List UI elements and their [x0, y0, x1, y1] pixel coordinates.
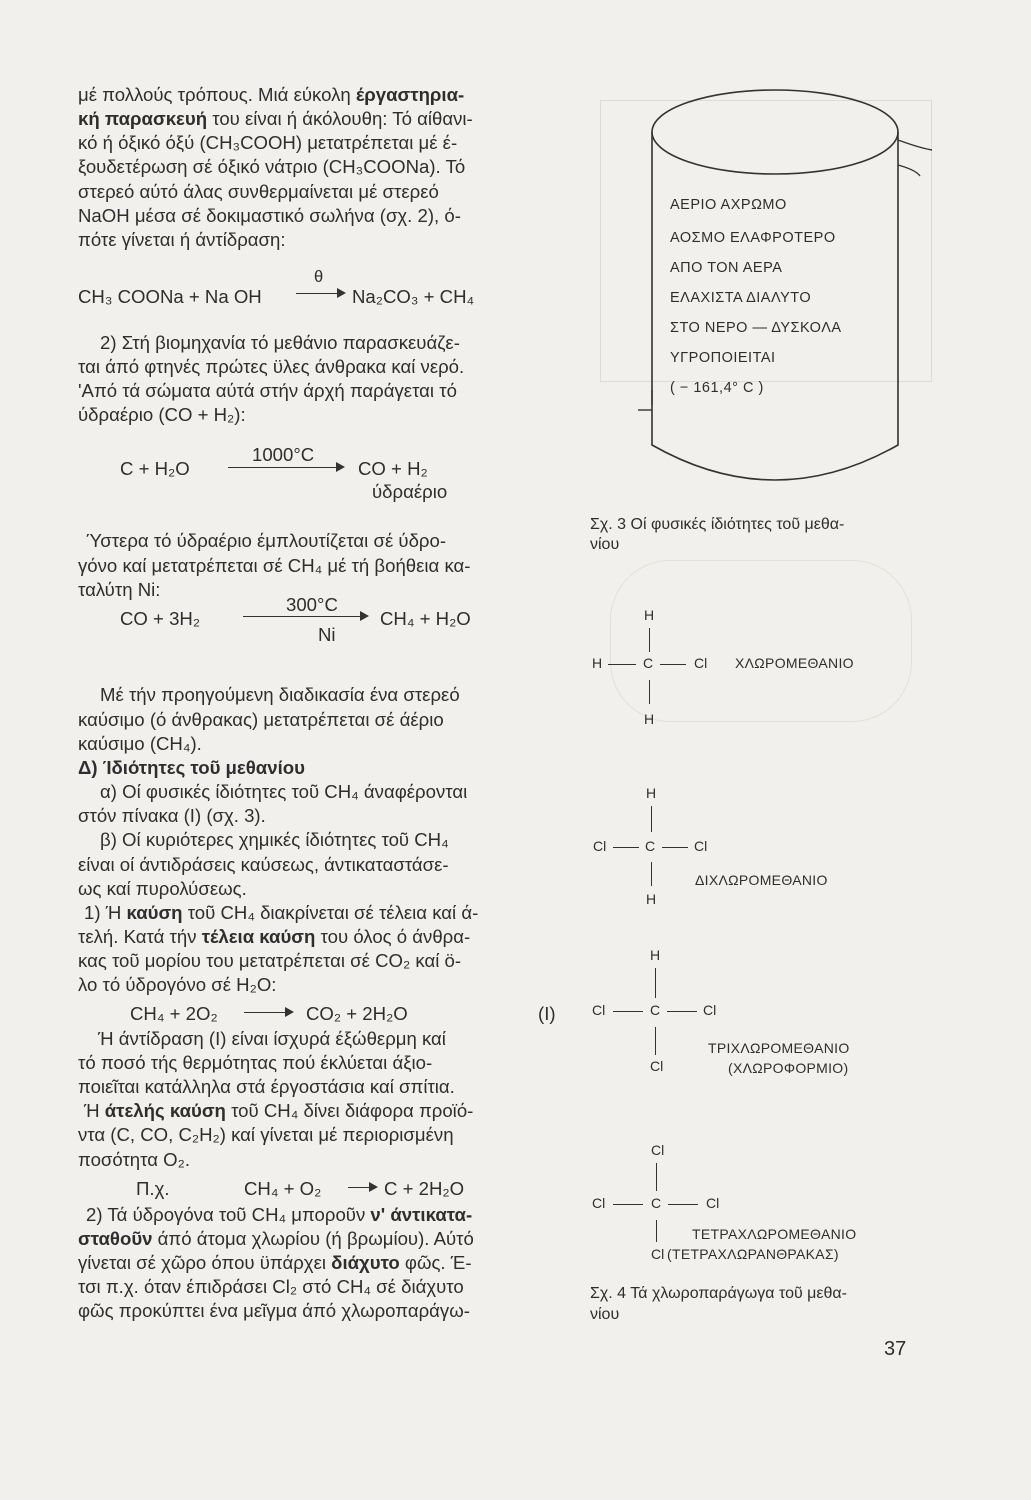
body-line: ως καί πυρολύσεως.: [78, 878, 247, 899]
bond: [656, 1163, 657, 1191]
bond: [608, 664, 636, 665]
body-line: γόνο καί μετατρέπεται σέ CH₄ μέ τή βοήθεια κα-: [78, 555, 471, 576]
body-line: κας τοῦ μορίου του μετατρέπεται σέ CO₂ καί ö-: [78, 950, 462, 971]
molecule-name: ΔΙΧΛΩΡΟΜΕΘΑΝΙΟ: [695, 872, 828, 888]
atom-cl: Cl: [592, 1195, 606, 1211]
atom-h: H: [644, 711, 655, 727]
reaction-arrow: [228, 467, 343, 468]
body-line: 2) Τά ύδρογόνα τοῦ CH₄ μποροῦν ν' άντικατα-: [86, 1204, 473, 1225]
bold-term: ν' άντικατα-: [370, 1204, 473, 1225]
body-line: τελή. Κατά τήν τέλεια καύση του όλος ό άνθρα-: [78, 926, 471, 947]
bold-term: διάχυτο: [331, 1252, 400, 1273]
body-line: τό ποσό τής θερμότητας πού έκλύεται άξιο-: [78, 1052, 433, 1073]
molecule-name: ΧΛΩΡΟΜΕΘΑΝΙΟ: [735, 655, 854, 671]
equation-5-right: C + 2H₂O: [384, 1178, 465, 1199]
atom-cl: Cl: [650, 1058, 664, 1074]
bond: [667, 1011, 697, 1012]
reaction-arrow: [244, 1012, 292, 1013]
bond: [649, 680, 650, 704]
atom-c: C: [643, 655, 654, 671]
reaction-arrow: [296, 293, 344, 294]
tank-label-line: ΑΟΣΜΟ ΕΛΑΦΡΟΤΕΡΟ: [670, 230, 836, 246]
body-line: ντα (C, CO, C₂H₂) καί γίνεται μέ περιορισμένη: [78, 1124, 454, 1145]
figure-4-caption: Σχ. 4 Τά χλωροπαράγωγα τοῦ μεθα-: [590, 1285, 847, 1302]
gas-tank-diagram: [620, 70, 940, 500]
equation-2-condition: 1000°C: [252, 444, 315, 465]
equation-4-right: CO₂ + 2H₂O: [306, 1003, 408, 1024]
equation-1-right: Na₂CO₃ + CH₄: [352, 286, 475, 307]
body-line: Ή άτελής καύση τοῦ CH₄ δίνει διάφορα προϊό-: [84, 1100, 474, 1121]
atom-c: C: [651, 1195, 662, 1211]
atom-cl: Cl: [694, 655, 708, 671]
equation-4-label: (Ι): [538, 1003, 556, 1024]
atom-cl: Cl: [706, 1195, 720, 1211]
atom-h: H: [646, 891, 657, 907]
body-line: ξουδετέρωση σέ όξικό νάτριο (CH₃COONa). Τό: [78, 156, 466, 177]
body-line: 'Από τά σώματα αύτά στήν άρχή παράγεται τό: [78, 380, 457, 401]
atom-h: H: [650, 947, 661, 963]
body-line: κή παρασκευή του είναι ή άκόλουθη: Τό αίθανι-: [78, 108, 473, 129]
body-line: είναι οί άντιδράσεις καύσεως, άντικαταστάσε-: [78, 854, 449, 875]
reaction-arrow: [348, 1187, 376, 1188]
body-line: ποσότητα O₂.: [78, 1149, 190, 1170]
page-number: 37: [884, 1338, 907, 1360]
atom-cl: Cl: [593, 838, 607, 854]
tank-label-line: ΥΓΡΟΠΟΙΕΙΤΑΙ: [670, 350, 776, 366]
molecule-name: (ΧΛΩΡΟΦΟΡΜΙΟ): [728, 1060, 849, 1076]
body-line: στόν πίνακα (Ι) (σχ. 3).: [78, 805, 266, 826]
body-line: Μέ τήν προηγούμενη διαδικασία ένα στερεό: [100, 684, 460, 705]
body-line: λο τό ύδρογόνο σέ H₂O:: [78, 974, 277, 995]
section-heading: Δ) Ίδιότητες τοῦ μεθανίου: [78, 757, 305, 778]
equation-1-condition: θ: [314, 268, 324, 286]
body-line: μέ πολλούς τρόπους. Μιά εύκολη έργαστηρια-: [78, 84, 465, 105]
bond: [655, 968, 656, 998]
bond: [613, 847, 639, 848]
body-line: φῶς προκύπτει ένα μεῖγμα άπό χλωροπαράγω-: [78, 1300, 470, 1321]
bond: [651, 806, 652, 832]
equation-4-left: CH₄ + 2O₂: [130, 1003, 218, 1024]
bond: [613, 1011, 643, 1012]
equation-5-prefix: Π.χ.: [136, 1178, 170, 1199]
tank-label-line: ΑΕΡΙΟ ΑΧΡΩΜΟ: [670, 197, 787, 213]
bold-term: έργαστηρια-: [355, 84, 465, 105]
atom-h: H: [646, 785, 657, 801]
figure-3-caption: Σχ. 3 Οί φυσικές ίδιότητες τοῦ μεθα-: [590, 516, 845, 533]
body-line: Ύστερα τό ύδραέριο έμπλουτίζεται σέ ύδρο-: [86, 530, 447, 551]
body-line: σταθοῦν άπό άτομα χλωρίου (ή βρωμίου). Αύτό: [78, 1228, 474, 1249]
bond: [649, 628, 650, 652]
bond: [656, 1220, 657, 1242]
body-line: 2) Στή βιομηχανία τό μεθάνιο παρασκευάζε-: [100, 332, 460, 353]
tank-label-line: ( − 161,4° C ): [670, 380, 764, 396]
atom-h: H: [592, 655, 603, 671]
body-line: ποιεῖται κατάλληλα στά έργοστάσια καί σπίτια.: [78, 1076, 455, 1097]
bond: [613, 1204, 643, 1205]
atom-cl: Cl: [592, 1002, 606, 1018]
atom-cl: Cl: [703, 1002, 717, 1018]
atom-cl: Cl: [651, 1246, 665, 1262]
atom-cl: Cl: [694, 838, 708, 854]
equation-3-condition: 300°C: [286, 594, 338, 615]
body-line: καύσιμο (CH₄).: [78, 733, 202, 754]
atom-h: H: [644, 607, 655, 623]
body-line: καύσιμο (ό άνθρακας) μετατρέπεται σέ άέριο: [78, 709, 444, 730]
tank-label-line: ΣΤΟ ΝΕΡΟ — ΔΥΣΚΟΛΑ: [670, 320, 842, 336]
figure-3-caption: νίου: [590, 536, 620, 553]
body-line: τσι π.χ. όταν έπιδράσει Cl₂ στό CH₄ σέ διάχυτο: [78, 1276, 464, 1297]
equation-3-right: CH₄ + H₂O: [380, 608, 471, 629]
body-line: πότε γίνεται ή άντίδραση:: [78, 229, 286, 250]
body-line: β) Οί κυριότερες χημικές ίδιότητες τοῦ CH₄: [100, 829, 449, 850]
atom-cl: Cl: [651, 1142, 665, 1158]
equation-2-right: CO + H₂: [358, 458, 428, 479]
molecule-name: ΤΡΙΧΛΩΡΟΜΕΘΑΝΙΟ: [708, 1040, 850, 1056]
molecule-name: (ΤΕΤΡΑΧΛΩΡΑΝΘΡΑΚΑΣ): [667, 1246, 839, 1262]
body-line: ται άπό φτηνές πρώτες ϋλες άνθρακα καί νερό.: [78, 356, 465, 377]
equation-2-note: ύδραέριο: [372, 481, 448, 502]
tank-label-line: ΕΛΑΧΙΣΤΑ ΔΙΑΛΥΤΟ: [670, 290, 812, 306]
atom-c: C: [645, 838, 656, 854]
equation-3-catalyst: Ni: [318, 624, 336, 645]
bond: [668, 1204, 698, 1205]
equation-1-left: CH₃ COONa + Na OH: [78, 286, 262, 307]
body-line: ύδραέριο (CO + H₂):: [78, 404, 246, 425]
bold-term: άτελής καύση: [104, 1100, 226, 1121]
body-line: ταλύτη Ni:: [78, 579, 161, 600]
body-line: α) Οί φυσικές ίδιότητες τοῦ CH₄ άναφέρονται: [100, 781, 468, 802]
equation-3-left: CO + 3H₂: [120, 608, 201, 629]
tank-label-line: ΑΠΟ ΤΟΝ ΑΕΡΑ: [670, 260, 783, 276]
molecule-name: ΤΕΤΡΑΧΛΩΡΟΜΕΘΑΝΙΟ: [692, 1226, 857, 1242]
bond: [651, 862, 652, 886]
bold-term: σταθοῦν: [78, 1228, 153, 1249]
atom-c: C: [650, 1002, 661, 1018]
equation-2-left: C + H₂O: [120, 458, 190, 479]
bleed-through: [610, 560, 912, 722]
body-line: 1) Ή καύση τοῦ CH₄ διακρίνεται σέ τέλεια καί ά-: [84, 902, 479, 923]
body-line: στερεό αύτό άλας συνθερμαίνεται μέ στερεό: [78, 181, 439, 202]
bold-term: κή παρασκευή: [78, 108, 208, 129]
reaction-arrow: [243, 616, 367, 617]
bond: [662, 847, 688, 848]
body-line: γίνεται σέ χῶρο όπου ϋπάρχει διάχυτο φῶς. Έ-: [78, 1252, 472, 1273]
bond: [655, 1027, 656, 1055]
body-line: NaOH μέσα σέ δοκιμαστικό σωλήνα (σχ. 2), ό-: [78, 205, 461, 226]
body-line: κό ή όξικό όξύ (CH₃COOH) μετατρέπεται μέ έ-: [78, 132, 458, 153]
figure-4-caption: νίου: [590, 1306, 620, 1323]
equation-5-left: CH₄ + O₂: [244, 1178, 322, 1199]
bold-term: καύση: [126, 902, 183, 923]
bold-term: τέλεια καύση: [201, 926, 316, 947]
bond: [660, 664, 686, 665]
body-line: Ή άντίδραση (Ι) είναι ίσχυρά έξώθερμη καί: [98, 1028, 446, 1049]
